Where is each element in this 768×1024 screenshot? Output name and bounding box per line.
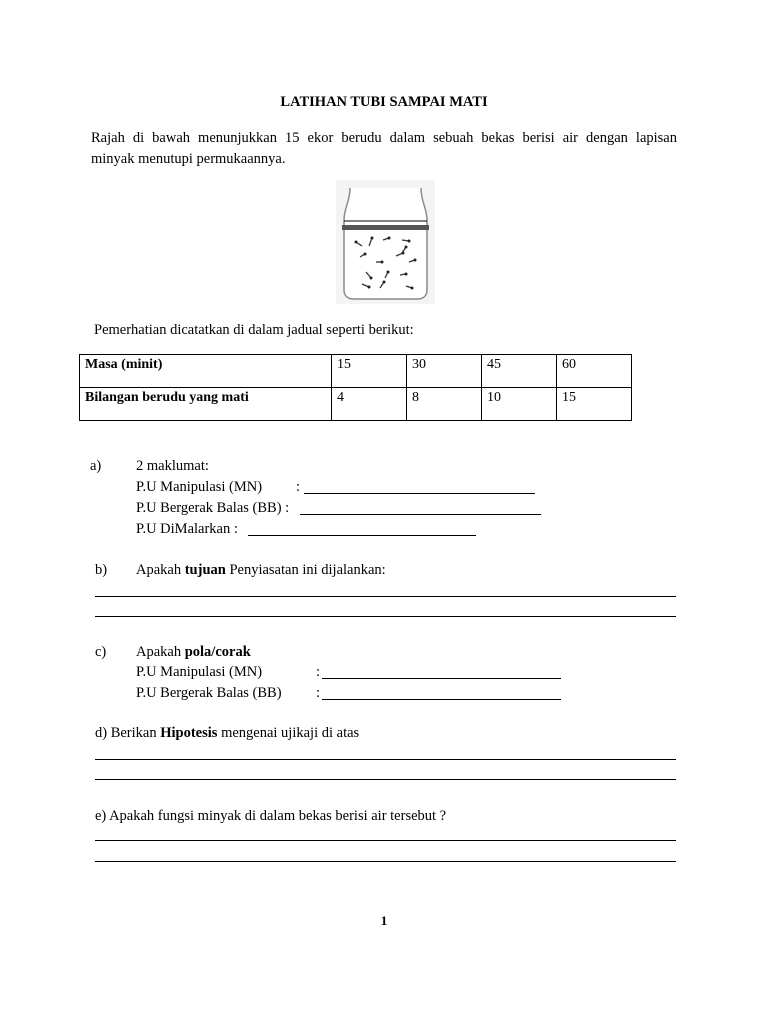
table-cell: 30 <box>407 355 482 388</box>
intro-paragraph <box>91 128 677 170</box>
answer-line-c-mn[interactable] <box>322 666 561 679</box>
table-cell: 15 <box>332 355 407 388</box>
question-c-text: Apakah pola/corak <box>136 644 251 660</box>
question-b-marker: b) <box>95 562 108 578</box>
answer-line-e-1[interactable] <box>95 840 676 841</box>
observation-text: Pemerhatian dicatatkan di dalam jadual seperti berikut: <box>94 322 414 338</box>
table-cell: 10 <box>482 388 557 421</box>
answer-line-bb[interactable] <box>300 502 541 515</box>
table-cell: 8 <box>407 388 482 421</box>
question-a-heading: 2 maklumat: <box>136 458 209 474</box>
table-cell: 4 <box>332 388 407 421</box>
table-row-label: Masa (minit) <box>80 355 332 388</box>
table-cell: 45 <box>482 355 557 388</box>
table-cell: 15 <box>557 388 632 421</box>
question-a-mn-colon: : <box>296 479 301 495</box>
answer-line-c-bb[interactable] <box>322 687 561 700</box>
observation-table <box>79 354 632 421</box>
answer-line-b-1[interactable] <box>95 596 676 597</box>
answer-line-d-1[interactable] <box>95 759 676 760</box>
answer-line-mn[interactable] <box>304 481 535 494</box>
table-row <box>80 388 632 421</box>
answer-line-d-2[interactable] <box>95 779 676 780</box>
question-c-marker: c) <box>95 644 107 660</box>
question-a-dm-label: P.U DiMalarkan : <box>136 521 238 537</box>
question-d-text: d) Berikan Hipotesis mengenai ujikaji di atas <box>95 725 360 741</box>
answer-line-b-2[interactable] <box>95 616 676 617</box>
question-a-mn-label: P.U Manipulasi (MN) <box>136 479 263 495</box>
question-c-mn-label: P.U Manipulasi (MN) <box>136 664 263 680</box>
page-title: LATIHAN TUBI SAMPAI MATI <box>280 94 488 110</box>
jar-with-tadpoles-icon <box>336 180 435 304</box>
page-number: 1 <box>380 913 388 928</box>
table-row <box>80 355 632 388</box>
question-c-bb-label: P.U Bergerak Balas (BB) <box>136 685 282 701</box>
intro-line-2: minyak menutupi permukaannya. <box>91 151 286 167</box>
question-a-bb-label: P.U Bergerak Balas (BB) : <box>136 500 290 516</box>
answer-line-e-2[interactable] <box>95 861 676 862</box>
question-b-text: Apakah tujuan Penyiasatan ini dijalankan: <box>136 562 386 578</box>
question-e-text: e) Apakah fungsi minyak di dalam bekas berisi air tersebut ? <box>95 808 447 824</box>
answer-line-dm[interactable] <box>248 523 476 536</box>
question-c-bb-colon: : <box>316 685 321 701</box>
question-a-marker: a) <box>90 458 102 474</box>
question-c-mn-colon: : <box>316 664 321 680</box>
intro-line-1: Rajah di bawah menunjukkan 15 ekor berudu dalam sebuah bekas berisi air dengan lapisan <box>91 130 677 146</box>
table-row-label: Bilangan berudu yang mati <box>80 388 332 421</box>
table-cell: 60 <box>557 355 632 388</box>
